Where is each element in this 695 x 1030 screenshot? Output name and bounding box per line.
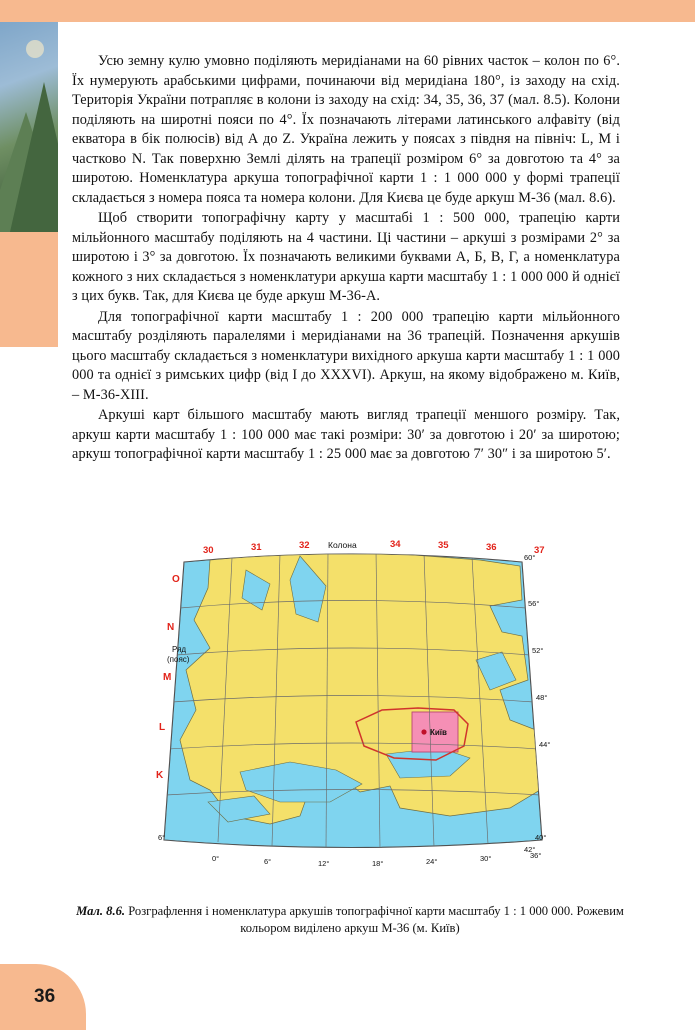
latitude-label: 52° <box>532 646 544 655</box>
longitude-labels-bottom <box>212 851 541 868</box>
figure-caption-label: Мал. 8.6. <box>76 904 126 918</box>
latitude-label: 44° <box>539 740 550 749</box>
row-axis-label-line2: (пояс) <box>167 655 190 664</box>
column-number: 30 <box>203 545 214 556</box>
column-number: 36 <box>486 542 497 553</box>
kyiv-city-label: Київ <box>430 728 447 737</box>
longitude-label: 36° <box>530 851 542 860</box>
column-number: 32 <box>299 540 310 551</box>
column-number: 31 <box>251 542 262 553</box>
latitude-label-bottom-right: 42° <box>524 845 536 854</box>
column-number: 37 <box>534 545 545 556</box>
longitude-label: 30° <box>480 854 492 863</box>
latitude-label: 60° <box>524 553 536 562</box>
body-text <box>72 52 620 466</box>
sun-icon <box>26 40 44 58</box>
longitude-label: 0° <box>212 854 220 863</box>
longitude-label: 12° <box>318 859 330 868</box>
figure-map-8-6 <box>150 540 550 875</box>
side-accent-band <box>0 232 58 347</box>
row-axis-label-line1: Ряд <box>172 645 187 654</box>
decorative-mountain-image <box>0 22 58 232</box>
figure-caption <box>72 903 628 937</box>
row-letter: N <box>167 622 175 633</box>
latitude-label-bottom-left: 6° <box>158 833 166 842</box>
paragraph-2: Щоб створити топографічну карту у масштабі 1 : 500 000, трапецію карти мільйонного масштабу поділяють на 4 частини. Ці частини – аркуші з розмірами 2° за широтою і 3° за довготою. Їх позначають великими буквами А, Б, В, Г, а номенклатура кожного з них складається з номенклатури аркуша карти масштабу 1 : 1 000 000 й однієї з цих букв. Так, для Києва це буде аркуш М-36-А. <box>72 210 620 304</box>
paragraph-4: Аркуші карт більшого масштабу мають вигляд трапеції меншого розміру. Так, аркуш карти масштабу 1 : 100 000 має такі розміри: 30′ за довготою і 20′ за широтою; аркуш топографічної карти масштабу 1 : 25 000 має за довготою 7′ 30″ і за широтою 5′. <box>72 407 620 462</box>
row-letter: L <box>159 722 166 733</box>
latitude-label: 40° <box>535 833 547 842</box>
row-letter: M <box>163 672 172 683</box>
column-number: 34 <box>390 540 401 550</box>
longitude-label: 6° <box>264 857 272 866</box>
column-number: 35 <box>438 540 449 551</box>
longitude-label: 24° <box>426 857 438 866</box>
column-axis-label: Колона <box>328 540 357 550</box>
page-top-band <box>0 0 695 22</box>
row-letter: K <box>156 770 164 781</box>
row-letter: O <box>172 574 180 585</box>
mountain-peak-shape <box>10 82 58 232</box>
page-number: 36 <box>34 986 56 1007</box>
longitude-label: 18° <box>372 859 384 868</box>
latitude-label: 56° <box>528 599 540 608</box>
kyiv-city-dot <box>421 729 426 734</box>
paragraph-1: Усю земну кулю умовно поділяють меридіанами на 60 рівних часток – колон по 6°. Їх нумерують арабськими цифрами, починаючи від меридіана 180°, із заходу на схід. Територія України потрапляє в колони із заходу на схід: 34, 35, 36, 37 (мал. 8.5). Колони поділяють на широтні пояси по 4°. Їх позначають літерами латинського алфавіту (від екватора в бік полюсів) від А до Z. Україна лежить у поясах з півдня на північ: L, M i частково N. Так поверхню Землі ділять на трапеції розміром 6° за довготою та 4° за широтою. Номенклатура аркуша топографічної карти 1 : 1 000 000 у формі трапеції складається з номера пояса та номера колони. Для Києва це буде аркуш М-36 (мал. 8.6). <box>72 53 620 206</box>
paragraph-3: Для топографічної карти масштабу 1 : 200 000 трапецію карти мільйонного масштабу розділяють паралелями і меридіанами на 36 трапецій. Позначення аркушів цього масштабу складається з номенклатури вихідного аркуша карти масштабу 1 : 1 000 000 та однієї з римських цифр (від I до XXXVI). Аркуш, на якому відображено м. Київ, – М-36-XIII. <box>72 308 620 403</box>
latitude-label: 48° <box>536 693 548 702</box>
figure-caption-text: Розграфлення і номенклатура аркушів топографічної карти масштабу 1 : 1 000 000. Рожевим кольором виділено аркуш М-36 (м. Київ) <box>125 904 624 935</box>
